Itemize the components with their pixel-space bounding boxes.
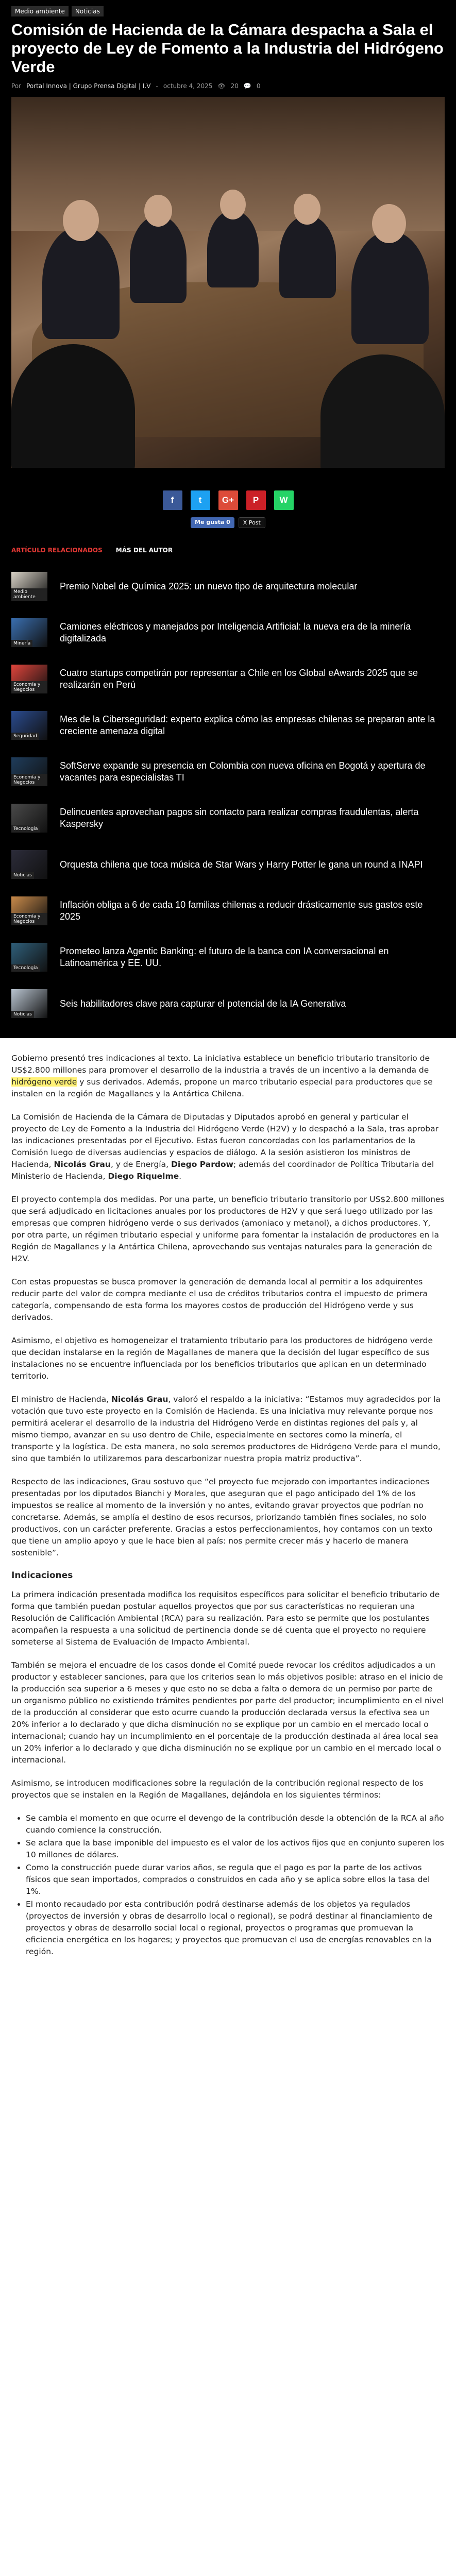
related-article-title[interactable]: Premio Nobel de Química 2025: un nuevo tipo de arquitectura molecular: [60, 581, 358, 591]
tag-medio-ambiente[interactable]: Medio ambiente: [11, 6, 69, 16]
related-article-thumbnail[interactable]: [11, 896, 47, 925]
facebook-like-button[interactable]: Me gusta 0: [191, 517, 234, 528]
paragraph-indications-quote: Respecto de las indicaciones, Grau sostuvo que “el proyecto fue mejorado con importantes indicaciones presentadas por los diputados Bianchi y Morales, que aseguran que el pago anticipado del 1% de los impuestos se realice al momento de la inversión y no antes, evitando gravar proyectos que podrían no concretarse. Además, se amplía el destino de esos recursos, priorizando también fines sociales, no solo productivos, con un carácter preferente. Gracias a estos perfeccionamientos, hoy contamos con un texto que tiene un amplio apoyo y que le hace bien al país: nos permite crecer más y hacerlo de manera sostenible”.: [11, 1477, 433, 1557]
related-article-item[interactable]: [11, 795, 445, 841]
related-article-title[interactable]: Orquesta chilena que toca música de Star Wars y Harry Potter le gana un round a INAPI: [60, 859, 423, 870]
related-article-category[interactable]: Tecnología: [11, 964, 40, 972]
related-article-title[interactable]: Delincuentes aprovechan pagos sin contacto para realizar compras fraudulentas, alerta Kaspersky: [60, 807, 419, 829]
related-article-category[interactable]: Economía y Negocios: [11, 774, 47, 786]
whatsapp-share-button[interactable]: W: [274, 490, 294, 510]
related-article-thumbnail[interactable]: [11, 665, 47, 693]
related-article-thumbnail[interactable]: [11, 989, 47, 1018]
article-header: [0, 0, 456, 1038]
comment-count[interactable]: 0: [256, 82, 261, 90]
by-label: Por: [11, 82, 22, 90]
related-article-thumbnail[interactable]: [11, 711, 47, 740]
paragraph-demand: Con estas propuestas se busca promover la generación de demanda local al permitir a los adquirentes reducir parte del valor de compra mediante el uso de créditos tributarios contra el impuesto de primera categoría, compensando de esta forma los mayores costos de producción del Hidrógeno verde y sus derivados.: [11, 1277, 428, 1322]
article-body: [0, 1038, 456, 1985]
social-counters: [11, 517, 445, 528]
related-article-thumbnail[interactable]: [11, 943, 47, 972]
related-article-category[interactable]: Economía y Negocios: [11, 681, 47, 693]
related-list: [11, 563, 445, 1027]
tag-noticias[interactable]: Noticias: [72, 6, 104, 16]
paragraph-intro: Gobierno presentó tres indicaciones al texto. La iniciativa establece un beneficio tributario transitorio de US$2.800 millones para promover el desarrollo de la industria a través de un incentivo a la demanda de hidrógeno verde y sus derivados. Además, propone un marco tributario especial para productores que se instalen en la región de Magallanes y la Antártica Chilena.: [11, 1054, 433, 1098]
related-article-item[interactable]: [11, 980, 445, 1027]
list-item: • Se aclara que la base imponible del impuesto es el valor de los activos fijos que en conjunto superen los 10 millones de dólares.: [26, 1837, 445, 1861]
hero-image: [11, 97, 445, 468]
related-article-category[interactable]: Economía y Negocios: [11, 913, 47, 925]
view-count: 20: [230, 82, 239, 90]
related-article-item[interactable]: [11, 841, 445, 888]
paragraph-homogenize: Asimismo, el objetivo es homogeneizar el tratamiento tributario para los productores de hidrógeno verde que decidan instalarse en la región de Magallanes de manera que la decisión del lugar específico de sus instalaciones no se encuentre influenciada por los beneficios tributarios que aplican en un determinado territorio.: [11, 1336, 433, 1381]
comment-icon: 💬: [243, 82, 251, 90]
related-article-title[interactable]: Cuatro startups competirán por representar a Chile en los Global eAwards 2025 que se realizarán en Perú: [60, 668, 418, 690]
pinterest-share-button[interactable]: P: [246, 490, 266, 510]
related-article-category[interactable]: Tecnología: [11, 825, 40, 833]
google-plus-share-button[interactable]: G+: [218, 490, 238, 510]
related-article-category[interactable]: Seguridad: [11, 733, 39, 740]
related-article-title[interactable]: SoftServe expande su presencia en Colombia con nueva oficina en Bogotá y apertura de vacantes para especialistas TI: [60, 760, 426, 783]
related-tabs: [11, 547, 445, 554]
related-article-item[interactable]: [11, 656, 445, 702]
related-article-thumbnail[interactable]: [11, 757, 47, 786]
related-article-item[interactable]: [11, 749, 445, 795]
article-meta: [11, 82, 445, 90]
list-item: • Se cambia el momento en que ocurre el devengo de la contribución desde la obtención de la RCA al año cuando comience la construcción.: [26, 1812, 445, 1836]
category-tags: [11, 6, 445, 16]
related-article-category[interactable]: Medio ambiente: [11, 588, 47, 601]
section-heading-indicaciones: Indicaciones: [11, 1570, 73, 1581]
tab-related-articles[interactable]: ARTÍCULO RELACIONADOS: [11, 547, 103, 554]
related-article-thumbnail[interactable]: [11, 804, 47, 833]
separator: -: [156, 82, 158, 90]
related-article-thumbnail[interactable]: [11, 572, 47, 601]
paragraph-regional: Asimismo, se introducen modificaciones sobre la regulación de la contribución regional respecto de los proyectos que se instalen en la Región de Magallanes, dejándola en los siguientes términos:: [11, 1778, 424, 1800]
eye-icon: 👁: [217, 82, 226, 90]
related-article-title[interactable]: Prometeo lanza Agentic Banking: el futuro de la banca con IA conversacional en Latinoamérica y EE. UU.: [60, 946, 389, 968]
related-article-item[interactable]: [11, 888, 445, 934]
related-article-thumbnail[interactable]: [11, 850, 47, 879]
related-article-title[interactable]: Camiones eléctricos y manejados por Inteligencia Artificial: la nueva era de la minería digitalizada: [60, 621, 411, 643]
paragraph-revocation: También se mejora el encuadre de los casos donde el Comité puede revocar los créditos adjudicados a un productor y establecer sanciones, para que los criterios sean lo más objetivos posible: atraso en el inicio de la producción sea superior a 6 meses y que esto no se deba a falta o demora de un permiso por parte de un organismo público no existiendo trámites pendientes por parte del productor; incumplimiento en el nivel de la producción al considerar que esto ocurre cuando la producción declarada versus la efectiva sea un 20% inferior a lo declarado y que dicha disminución no se explique por un cambio en el mercado local o internacional; cuando hay un incumplimiento en el porcentaje de la producción destinada al área local sea un 20% inferior a lo declarado y que dicha disminución no se explique por un cambio en el mercado local o internacional.: [11, 1660, 444, 1765]
related-article-title[interactable]: Seis habilitadores clave para capturar el potencial de la IA Generativa: [60, 998, 346, 1009]
article-title: Comisión de Hacienda de la Cámara despacha a Sala el proyecto de Ley de Fomento a la Industria del Hidrógeno Verde: [11, 21, 444, 76]
related-article-title[interactable]: Inflación obliga a 6 de cada 10 familias chilenas a reducir drásticamente sus gastos este 2025: [60, 900, 423, 922]
related-article-item[interactable]: [11, 563, 445, 609]
twitter-share-button[interactable]: t: [191, 490, 210, 510]
paragraph-minister-quote: El ministro de Hacienda, Nicolás Grau, valoró el respaldo a la iniciativa: “Estamos muy agradecidos por la votación que tuvo este proyecto en la Comisión de Hacienda. Es una iniciativa muy relevante porque nos permitirá acelerar el desarrollo de la industria del Hidrógeno Verde en distintas regiones del país y, al mismo tiempo, avanzar en su uso dentro de Chile, especialmente en sectores como la minería, el transporte y la logística. De esta manera, no solo seremos productores de Hidrógeno Verde para el mundo, sino que también lo utilizaremos para descarbonizar nuestra propia matriz productiva”.: [11, 1395, 441, 1463]
related-article-category[interactable]: Minería: [11, 640, 32, 647]
list-item: • Como la construcción puede durar varios años, se regula que el pago es por la parte de los activos físicos que sean importados, comprados o construidos en cada año y se aplica sobre ellos la tasa del 1%.: [26, 1862, 445, 1897]
paragraph-measures: El proyecto contempla dos medidas. Por una parte, un beneficio tributario transitorio por US$2.800 millones que será adjudicado en licitaciones anuales por los productores de H2V y que será luego utilizado por las empresas que compren hidrógeno verde o sus derivados (amoniaco y metanol), a dichos productores. Y, por otra parte, un régimen tributario especial y uniforme para fomentar la instalación de productores en la Región de Magallanes y la Antártica Chilena, aprovechando sus ventajas naturales para la generación de H2V.: [11, 1195, 445, 1263]
facebook-share-button[interactable]: f: [163, 490, 182, 510]
x-post-button[interactable]: X Post: [239, 517, 265, 528]
publish-date: octubre 4, 2025: [163, 82, 213, 90]
paragraph-first-indication: La primera indicación presentada modifica los requisitos específicos para solicitar el beneficio tributario de forma que también puedan postular aquellos proyectos que por sus características no requieran una Resolución de Calificación Ambiental (RCA) para su realización. Para esto se permite que los postulantes acompañen la respuesta a una solicitud de pertinencia donde se dé cuenta que el proyecto no requiere someterse al Sistema de Evaluación de Impacto Ambiental.: [11, 1590, 440, 1647]
list-item: • El monto recaudado por esta contribución podrá destinarse además de los objetos ya regulados (proyectos de inversión y obras de desarrollo local o regional), se podrá destinar al financiamiento de proyectos y obras de desarrollo social local o regional, proyectos o programas que promuevan la eficiencia energética en los hogares; y proyectos que promuevan el uso de energías renovables en la región.: [26, 1899, 445, 1958]
related-article-thumbnail[interactable]: [11, 618, 47, 647]
highlighted-keyword[interactable]: hidrógeno verde: [11, 1077, 77, 1087]
related-article-title[interactable]: Mes de la Ciberseguridad: experto explica cómo las empresas chilenas se preparan ante la creciente amenaza digital: [60, 714, 435, 736]
paragraph-commission: La Comisión de Hacienda de la Cámara de Diputadas y Diputados aprobó en general y particular el proyecto de Ley de Fomento a la Industria del Hidrógeno Verde (H2V) y lo despachó a la Sala, tras aprobar las indicaciones presentadas por el Ejecutivo. Estas fueron concordadas con los parlamentarios de la Comisión luego de diversas audiencias y espacios de diálogo. A la sesión asistieron los ministros de Hacienda, Nicolás Grau, y de Energía, Diego Pardow; además del coordinador de Política Tributaria del Ministerio de Hacienda, Diego Riquelme.: [11, 1112, 438, 1181]
tab-more-from-author[interactable]: MÁS DEL AUTOR: [115, 547, 173, 554]
regional-terms-list: [26, 1812, 445, 1958]
related-article-item[interactable]: [11, 702, 445, 749]
related-article-item[interactable]: [11, 609, 445, 656]
related-article-item[interactable]: [11, 934, 445, 980]
author-link[interactable]: Portal Innova | Grupo Prensa Digital | I.V: [26, 82, 151, 90]
related-article-category[interactable]: Noticias: [11, 872, 34, 879]
related-article-category[interactable]: Noticias: [11, 1011, 34, 1018]
share-buttons: [11, 490, 445, 510]
